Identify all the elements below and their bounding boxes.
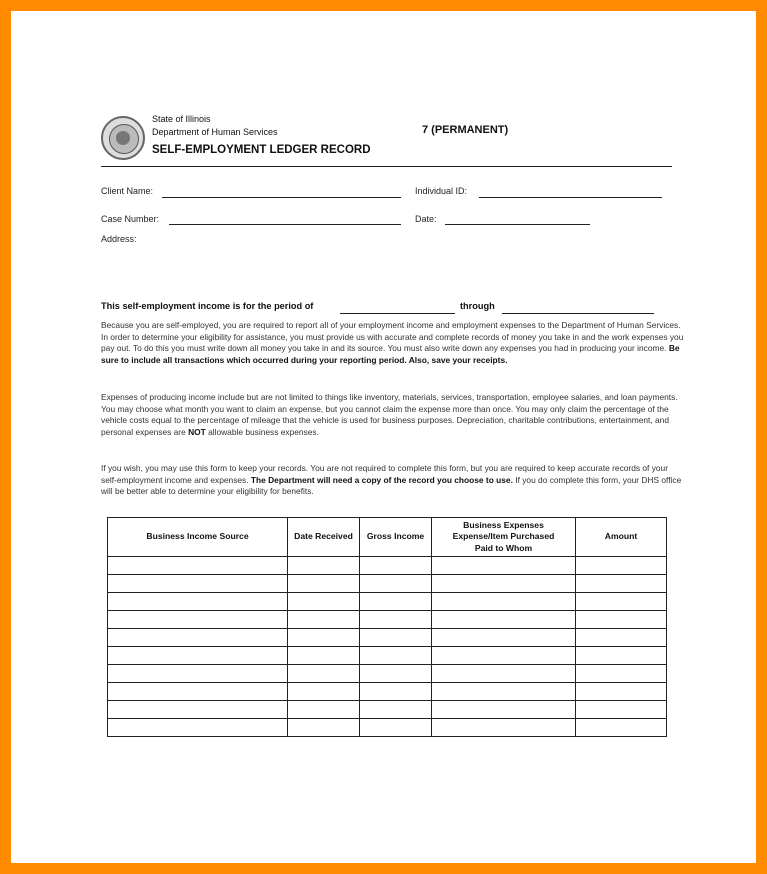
- period-start-field[interactable]: [340, 313, 455, 314]
- table-cell[interactable]: [432, 647, 576, 665]
- instructions-paragraph-2: [101, 392, 686, 438]
- table-cell[interactable]: [576, 575, 667, 593]
- table-row: [108, 575, 667, 593]
- client-name-field[interactable]: [162, 197, 401, 198]
- table-cell[interactable]: [108, 575, 288, 593]
- business-expenses-line-3: Paid to Whom: [474, 542, 533, 553]
- column-header-amount: Amount: [576, 518, 667, 557]
- paragraph-3-text-a: If you wish, you may use this form to keep your records. You are not required to complete this form, but you are required to keep accurate records of your self-employment income and expenses.: [101, 463, 668, 485]
- table-cell[interactable]: [108, 647, 288, 665]
- table-cell[interactable]: [576, 629, 667, 647]
- individual-id-field[interactable]: [479, 197, 662, 198]
- table-cell[interactable]: [288, 719, 360, 737]
- individual-id-label: Individual ID:: [415, 186, 468, 196]
- paragraph-2-bold: NOT: [188, 426, 206, 437]
- paragraph-1-bold: Be sure to include all transactions which occurred during your reporting period. Also, save your receipts.: [101, 343, 680, 365]
- table-cell[interactable]: [576, 683, 667, 701]
- table-cell[interactable]: [108, 665, 288, 683]
- table-cell[interactable]: [576, 665, 667, 683]
- form-code: 7 (PERMANENT): [422, 124, 509, 136]
- table-row: [108, 647, 667, 665]
- table-cell[interactable]: [288, 683, 360, 701]
- table-cell[interactable]: [360, 719, 432, 737]
- column-header-date-received: Date Received: [288, 518, 360, 557]
- table-cell[interactable]: [576, 701, 667, 719]
- instructions-paragraph-3: [101, 463, 686, 498]
- state-seal-logo: [101, 116, 145, 160]
- table-cell[interactable]: [288, 557, 360, 575]
- table-cell[interactable]: [432, 629, 576, 647]
- column-header-business-expenses: [432, 518, 576, 557]
- client-name-label: Client Name:: [101, 186, 154, 196]
- table-cell[interactable]: [432, 611, 576, 629]
- business-expenses-line-1: Business Expenses: [463, 519, 544, 530]
- table-cell[interactable]: [288, 665, 360, 683]
- document-page: [11, 11, 756, 863]
- table-cell[interactable]: [288, 575, 360, 593]
- table-cell[interactable]: [288, 611, 360, 629]
- ledger-table: [107, 517, 667, 737]
- table-cell[interactable]: [108, 593, 288, 611]
- period-end-field[interactable]: [502, 313, 654, 314]
- table-row: [108, 593, 667, 611]
- table-cell[interactable]: [108, 701, 288, 719]
- table-cell[interactable]: [432, 593, 576, 611]
- table-row: [108, 683, 667, 701]
- address-label: Address:: [101, 234, 137, 244]
- case-number-label: Case Number:: [101, 214, 160, 224]
- table-cell[interactable]: [108, 719, 288, 737]
- table-cell[interactable]: [576, 719, 667, 737]
- paragraph-3-bold: The Department will need a copy of the record you choose to use.: [250, 474, 513, 485]
- paragraph-2-text-b: allowable business expenses.: [208, 426, 319, 437]
- table-cell[interactable]: [576, 557, 667, 575]
- table-cell[interactable]: [288, 593, 360, 611]
- table-cell[interactable]: [360, 701, 432, 719]
- table-row: [108, 611, 667, 629]
- column-header-gross-income: Gross Income: [360, 518, 432, 557]
- paragraph-3-text-b: If you do complete this form, your DHS office will be better able to determine your eligibility for benefits.: [101, 474, 682, 497]
- page-title: SELF-EMPLOYMENT LEDGER RECORD: [152, 144, 371, 156]
- table-cell[interactable]: [576, 611, 667, 629]
- table-cell[interactable]: [288, 629, 360, 647]
- table-cell[interactable]: [360, 575, 432, 593]
- instructions-paragraph-1: [101, 320, 686, 366]
- table-cell[interactable]: [432, 701, 576, 719]
- column-header-income-source: Business Income Source: [108, 518, 288, 557]
- table-cell[interactable]: [576, 593, 667, 611]
- header-divider: [101, 166, 672, 167]
- paragraph-1-text: Because you are self-employed, you are required to report all of your employment income and employment expenses to the Department of Human Services. In order to determine your eligibility for assistance, you must provide us with accurate and complete records of money you take in and the work expenses you pay out. To do this you must write down all money you take in and its source. You must also write down any expenses you had in producing your income.: [101, 320, 684, 354]
- case-number-field[interactable]: [169, 224, 401, 225]
- table-cell[interactable]: [360, 593, 432, 611]
- date-field[interactable]: [445, 224, 590, 225]
- table-row: [108, 701, 667, 719]
- table-cell[interactable]: [576, 647, 667, 665]
- table-cell[interactable]: [108, 557, 288, 575]
- table-cell[interactable]: [360, 629, 432, 647]
- table-cell[interactable]: [360, 557, 432, 575]
- table-cell[interactable]: [432, 557, 576, 575]
- table-cell[interactable]: [108, 611, 288, 629]
- table-header-row: [108, 518, 667, 557]
- through-label: through: [460, 301, 495, 311]
- table-cell[interactable]: [432, 683, 576, 701]
- table-row: [108, 557, 667, 575]
- table-cell[interactable]: [360, 611, 432, 629]
- period-label: This self-employment income is for the period of: [101, 301, 314, 311]
- table-cell[interactable]: [432, 665, 576, 683]
- table-cell[interactable]: [288, 701, 360, 719]
- table-cell[interactable]: [288, 647, 360, 665]
- table-cell[interactable]: [108, 683, 288, 701]
- table-cell[interactable]: [432, 575, 576, 593]
- table-cell[interactable]: [432, 719, 576, 737]
- table-cell[interactable]: [360, 647, 432, 665]
- table-cell[interactable]: [360, 665, 432, 683]
- table-cell[interactable]: [108, 629, 288, 647]
- business-expenses-line-2: Expense/Item Purchased: [452, 531, 555, 542]
- table-row: [108, 629, 667, 647]
- paragraph-2-text-a: Expenses of producing income include but are not limited to things like inventory, materials, services, transportation, employee salaries, and loan payments. You may choose what month you want to claim an expense, but you cannot claim the expense more than once. You may only claim the percentage of the vehicle costs equal to the percentage of mileage that the vehicle is used for business purposes. Depreciation, charitable contributions, entertainment, and personal expenses are: [101, 392, 678, 437]
- table-row: [108, 719, 667, 737]
- table-row: [108, 665, 667, 683]
- table-cell[interactable]: [360, 683, 432, 701]
- department-name: Department of Human Services: [152, 127, 278, 137]
- state-name: State of Illinois: [152, 114, 211, 124]
- date-label: Date:: [415, 214, 437, 224]
